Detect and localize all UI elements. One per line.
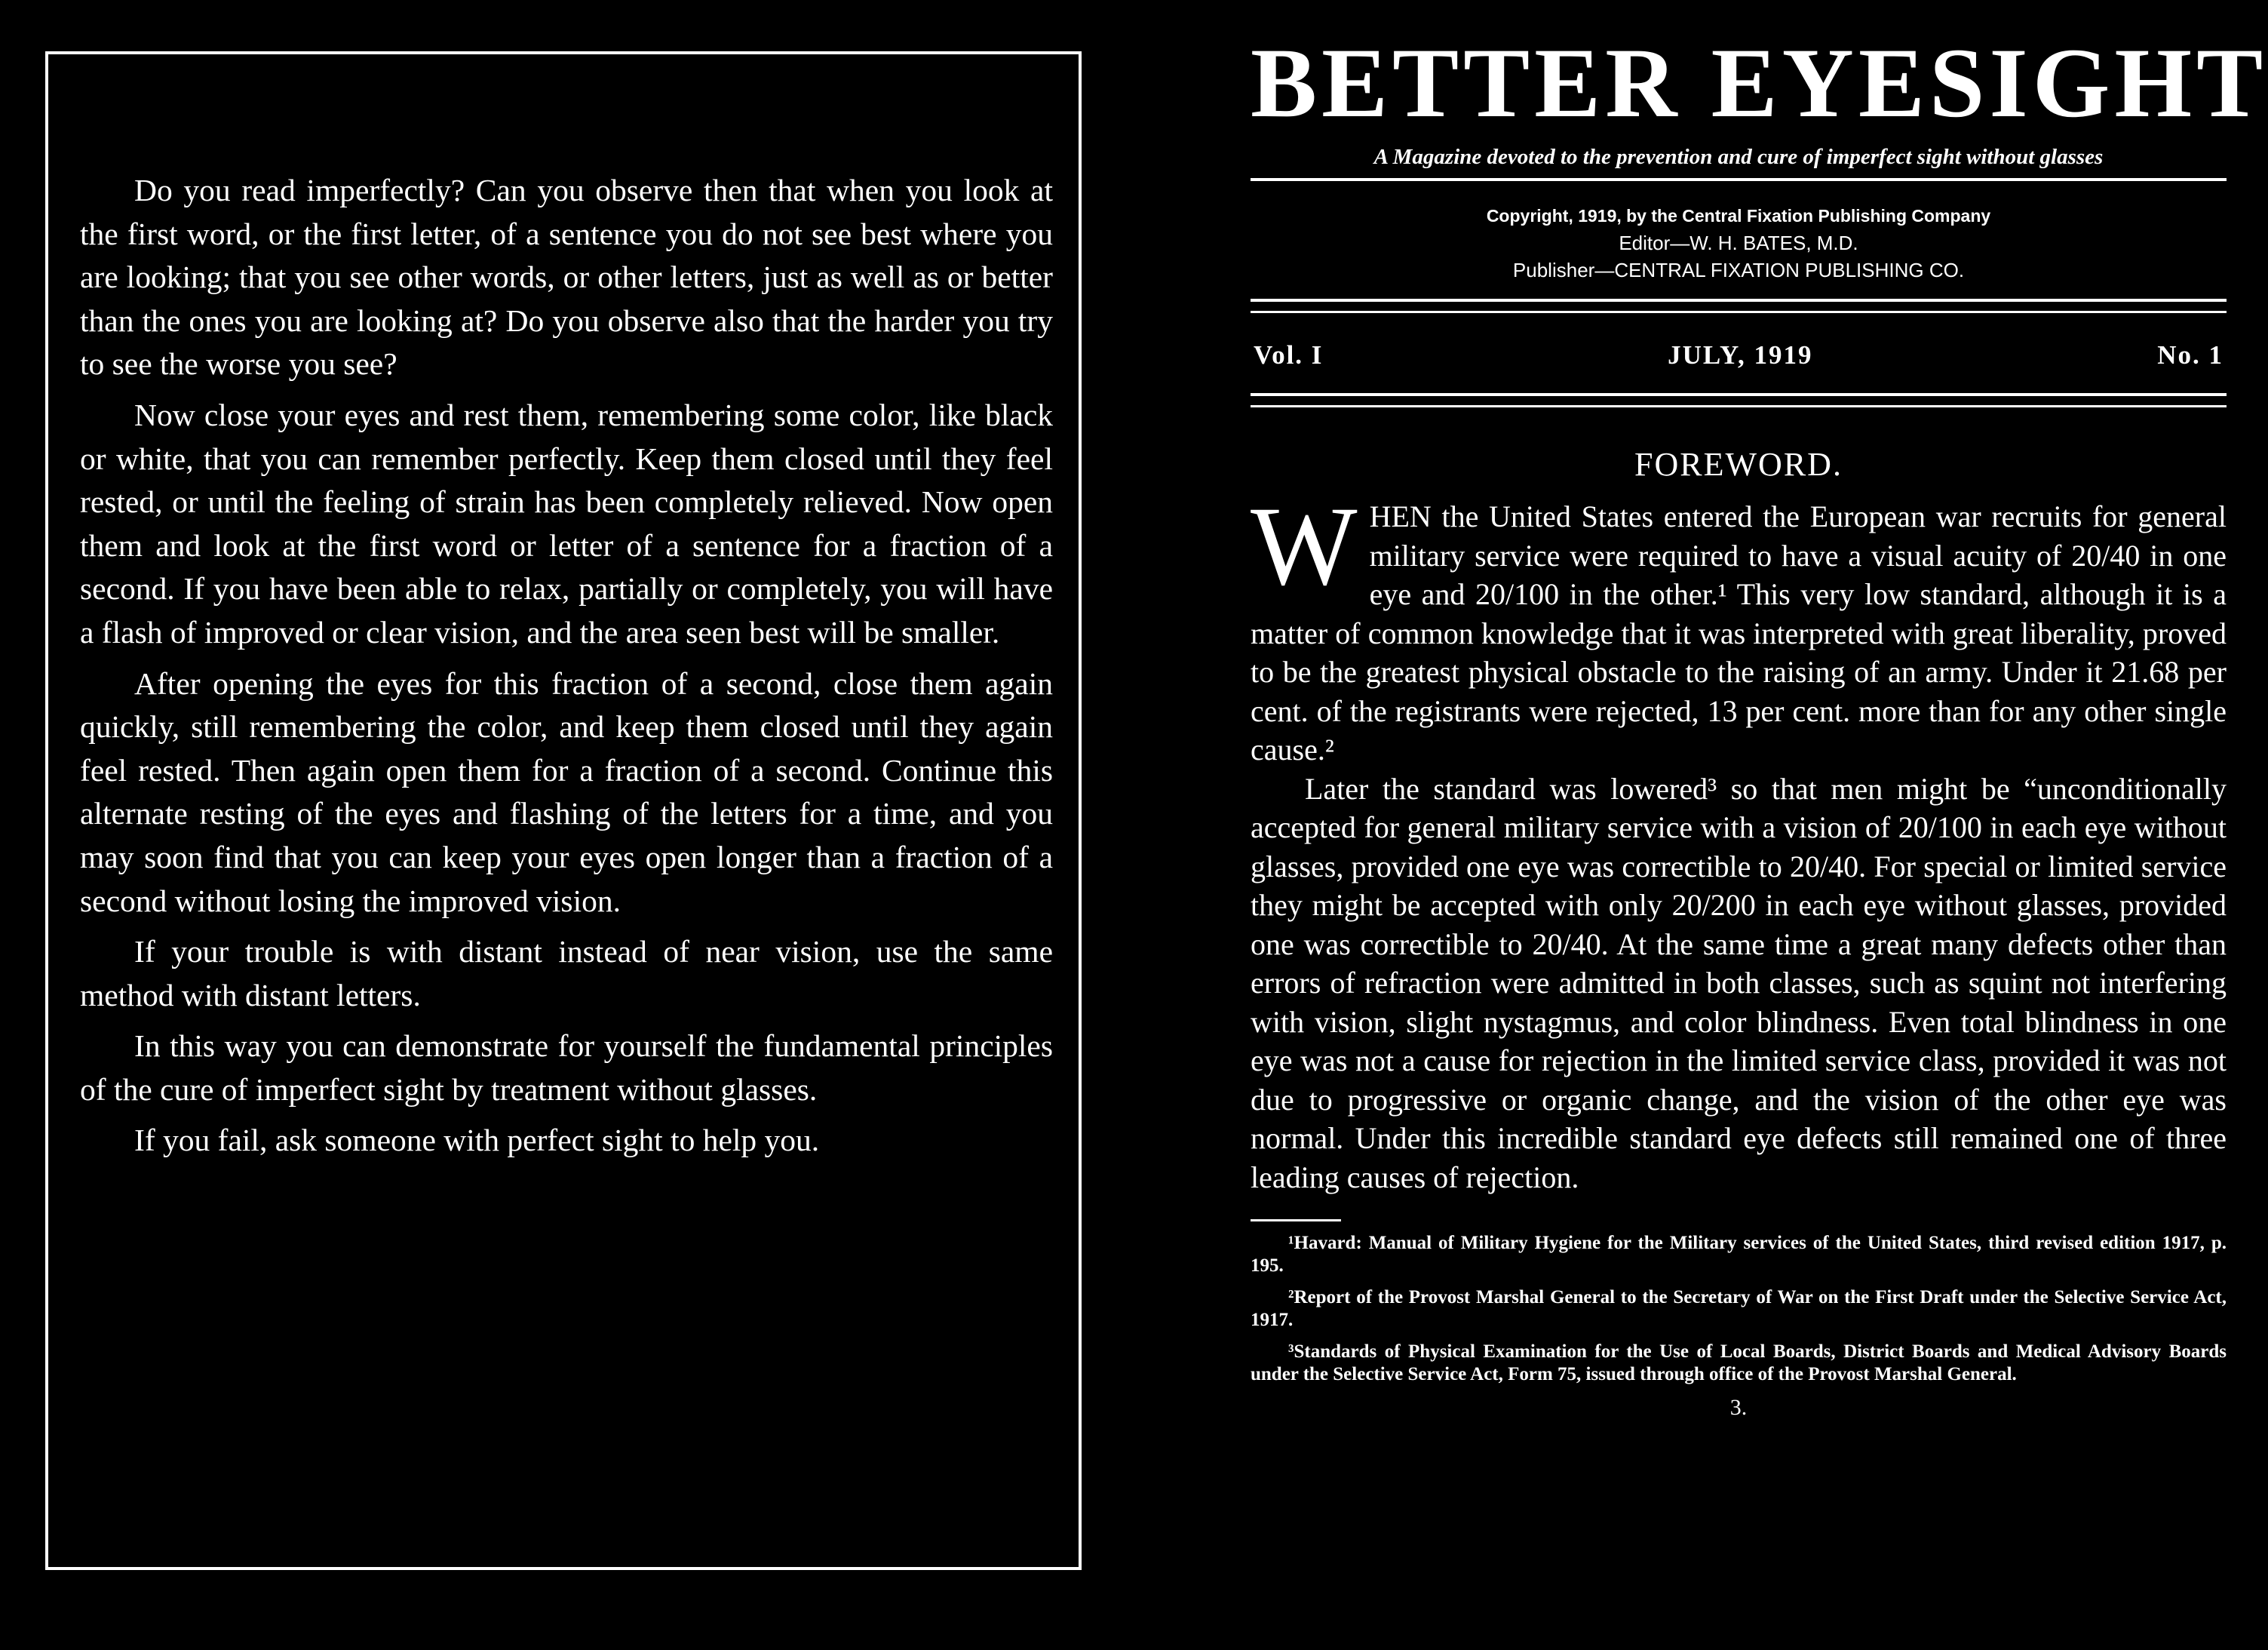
left-paragraph-6: If you fail, ask someone with perfect sight to help you.: [134, 1123, 820, 1158]
issue-rule-bottom: [1251, 393, 2227, 407]
left-paragraph-2: Now close your eyes and rest them, remembering some color, like black or white, that you can remember perfectly. Keep them closed until they feel rested, or until the feeling of strain has been completely relieved. Now open them and look at the first word or letter of a sentence for a fraction of a second. If you have been able to relax, partially or completely, you will have a flash of improved or clear vision, and the area seen best will be smaller.: [80, 397, 1053, 650]
editor-line: Editor—W. H. BATES, M.D.: [1619, 232, 1858, 254]
footnote-2: ²Report of the Provost Marshal General to the Secretary of War on the First Draft under the Selective Service Act, 1917.: [1251, 1287, 2227, 1330]
left-page-frame: [45, 51, 1082, 1570]
article-body: [1251, 484, 2227, 1197]
issue-line: [1251, 313, 2227, 393]
left-paragraph-4: If your trouble is with distant instead of near vision, use the same method with distant letters.: [80, 934, 1053, 1012]
article-paragraph-1: [1251, 484, 2227, 770]
footnote-3: ³Standards of Physical Examination for the Use of Local Boards, District Boards and Medical Advisory Boards under the Selective Service Act, Form 75, issued through office of the Provost Marshal General.: [1251, 1341, 2227, 1384]
issue-date: JULY, 1919: [1668, 340, 1813, 370]
left-page-text: [80, 169, 1053, 1170]
issue-number: No. 1: [2157, 340, 2223, 370]
article-paragraph-2: Later the standard was lowered³ so that men might be “unconditionally accepted for general military service with a vision of 20/100 in each eye without glasses, provided one eye was correctible to 20/40. For special or limited service they might be accepted with only 20/200 in each eye without glasses, provided one was correctible to 20/40. At the same time a great many defects other than errors of refraction were admitted in both classes, such as squint not interfering with vision, slight nystagmus, and color blindness. Even total blindness in one eye was not a cause for rejection in the limited service class, provided it was not due to progressive or organic change, and the vision of the other eye was normal. Under this incredible standard eye defects still remained one of three leading causes of rejection.: [1251, 771, 2227, 1194]
left-paragraph-1: Do you read imperfectly? Can you observe then that when you look at the first word, or the first letter, of a sentence you do not see best where you are looking; that you see other words, or other letters, just as well as or better than the ones you are looking at? Do you observe also that the harder you try to see the worse you see?: [80, 173, 1053, 382]
left-paragraph-3: After opening the eyes for this fraction of a second, close them again quickly, still remembering the color, and keep them closed until they again feel rested. Then again open them for a fraction of a second. Continue this alternate resting of the eyes and flashing of the letters for a time, and you may soon find that you can keep your eyes open longer than a fraction of a second without losing the improved vision.: [80, 665, 1053, 918]
article-heading: FOREWORD.: [1634, 446, 1843, 483]
issue-rule-top: [1251, 299, 2227, 313]
drop-cap: W: [1251, 484, 1358, 609]
magazine-title: BETTER EYESIGHT: [1251, 27, 2268, 138]
footnote-1: ¹Havard: Manual of Military Hygiene for the Military services of the United States, third revised edition 1917, p. 195.: [1251, 1233, 2227, 1276]
copyright-line: Copyright, 1919, by the Central Fixation Publishing Company: [1486, 206, 1991, 226]
footnote-rule: [1251, 1219, 1341, 1221]
footnotes: [1251, 1232, 2227, 1386]
article-paragraph-1-text: HEN the United States entered the European war recruits for general military service were required to have a visual acuity of 20/40 in one eye and 20/100 in the other.¹ This very low standard, although it is a matter of common knowledge that it was interpreted with great liberality, proved to be the greatest physical obstacle to the raising of an army. Under it 21.68 per cent. of the registrants were rejected, 13 per cent. more than for any other single cause.²: [1251, 499, 2227, 767]
page-number: 3.: [1729, 1395, 1748, 1420]
publisher-line: Publisher—CENTRAL FIXATION PUBLISHING CO.: [1512, 259, 1965, 281]
volume-label: Vol. I: [1254, 340, 1324, 370]
left-paragraph-5: In this way you can demonstrate for yourself the fundamental principles of the cure of imperfect sight by treatment without glasses.: [80, 1028, 1053, 1107]
masthead-rule: [1251, 178, 2227, 181]
magazine-subtitle: A Magazine devoted to the prevention and cure of imperfect sight without glasses: [1373, 145, 2104, 169]
right-page: [1251, 27, 2268, 1421]
publication-info: [1251, 202, 2227, 284]
